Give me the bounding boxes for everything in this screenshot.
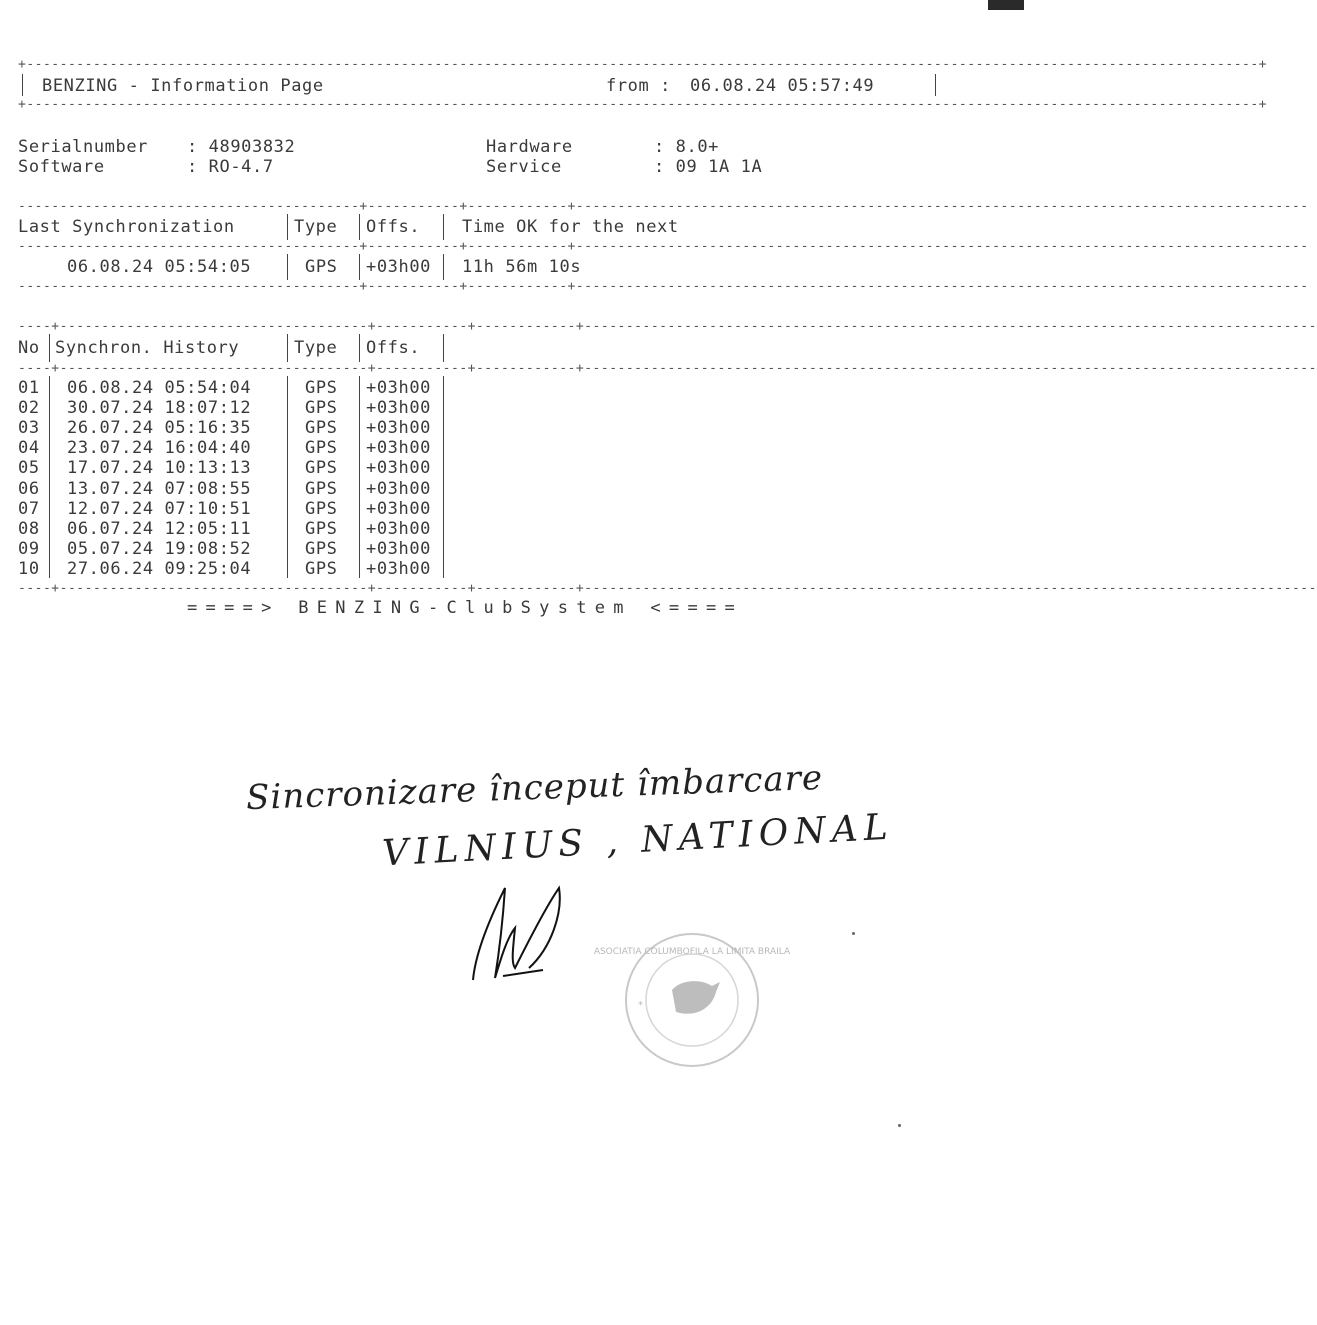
col-divider (359, 436, 360, 457)
history-row-datetime: 27.06.24 09:25:04 (67, 559, 252, 579)
col-divider (443, 436, 444, 457)
history-row-offs: +03h00 (366, 378, 432, 398)
history-row-offs: +03h00 (366, 438, 432, 458)
history-row-no: 05 (18, 458, 40, 478)
lastsync-type: GPS (305, 257, 338, 277)
history-row-offs: +03h00 (366, 458, 432, 478)
col-divider (287, 254, 288, 280)
history-row-datetime: 12.07.24 07:10:51 (67, 499, 252, 519)
col-divider (49, 517, 50, 538)
col-divider (287, 396, 288, 417)
col-divider (287, 376, 288, 397)
history-row-datetime: 26.07.24 05:16:35 (67, 418, 252, 438)
col-divider (359, 334, 360, 362)
history-mid-border: ----+-------------------------------------+-----------+------------+---------------------------------------------------------------------------------------- (18, 361, 1317, 376)
col-divider (443, 456, 444, 477)
signature (455, 868, 575, 993)
history-row-offs: +03h00 (366, 559, 432, 579)
col-divider (443, 396, 444, 417)
col-divider (443, 517, 444, 538)
col-divider (287, 456, 288, 477)
col-divider (287, 517, 288, 538)
history-row-no: 06 (18, 479, 40, 499)
col-divider (359, 376, 360, 397)
history-row-type: GPS (305, 438, 338, 458)
history-row-no: 02 (18, 398, 40, 418)
from-label: from : (606, 76, 672, 96)
col-divider (287, 557, 288, 578)
history-row-offs: +03h00 (366, 499, 432, 519)
history-row-type: GPS (305, 539, 338, 559)
col-divider (49, 557, 50, 578)
history-top-border: ----+-------------------------------------+-----------+------------+---------------------------------------------------------------------------------------- (18, 319, 1317, 334)
col-divider (287, 436, 288, 457)
from-timestamp: 06.08.24 05:57:49 (690, 76, 875, 96)
col-divider (443, 254, 444, 280)
history-row-datetime: 06.08.24 05:54:04 (67, 378, 252, 398)
col-divider (443, 334, 444, 362)
history-row-no: 01 (18, 378, 40, 398)
history-row-no: 08 (18, 519, 40, 539)
lastsync-bottom-border: -----------------------------------------+-----------+------------+---------------------------------------------------------------------------------------- (18, 279, 1309, 294)
col-divider (443, 214, 444, 240)
lastsync-header-type: Type (294, 217, 338, 237)
lastsync-header-timeok: Time OK for the next (462, 217, 679, 237)
col-divider (359, 416, 360, 437)
history-row-type: GPS (305, 458, 338, 478)
col-divider (443, 477, 444, 498)
handwritten-note-line1: Sincronizare început îmbarcare (245, 757, 824, 819)
history-row-offs: +03h00 (366, 398, 432, 418)
club-stamp (593, 930, 791, 1070)
col-divider (359, 557, 360, 578)
scan-speck (852, 932, 855, 935)
history-row-type: GPS (305, 499, 338, 519)
lastsync-mid-border: -----------------------------------------+-----------+------------+---------------------------------------------------------------------------------------- (18, 239, 1309, 254)
software-value: : RO-4.7 (187, 157, 274, 177)
history-row-offs: +03h00 (366, 539, 432, 559)
lastsync-top-border: -----------------------------------------+-----------+------------+---------------------------------------------------------------------------------------- (18, 199, 1309, 214)
col-divider (49, 477, 50, 498)
col-divider (287, 497, 288, 518)
history-row-offs: +03h00 (366, 519, 432, 539)
col-divider (359, 214, 360, 240)
col-divider (287, 477, 288, 498)
col-divider (287, 334, 288, 362)
history-row-type: GPS (305, 398, 338, 418)
col-divider (443, 497, 444, 518)
col-divider (443, 376, 444, 397)
history-row-type: GPS (305, 418, 338, 438)
header-left-bar (22, 74, 23, 96)
history-row-no: 10 (18, 559, 40, 579)
history-bottom-border: ----+-------------------------------------+-----------+------------+---------------------------------------------------------------------------------------- (18, 581, 1317, 596)
col-divider (49, 396, 50, 417)
serial-label: Serialnumber (18, 137, 149, 157)
col-divider (287, 214, 288, 240)
header-top-border: +----------------------------------------------------------------------------------------------------------------------------------------------------+ (18, 57, 1267, 72)
col-divider (49, 537, 50, 558)
service-label: Service (486, 157, 562, 177)
stamp-text: ASOCIATIA COLUMBOFILA LA LIMITA BRAILA (593, 947, 791, 957)
col-divider (359, 497, 360, 518)
lastsync-offs: +03h00 (366, 257, 432, 277)
scan-corner-mark (988, 0, 1024, 10)
col-divider (49, 436, 50, 457)
footer-banner: ====> BENZING-ClubSystem <==== (187, 598, 744, 618)
history-row-offs: +03h00 (366, 418, 432, 438)
history-header-no: No (18, 338, 40, 358)
history-row-no: 09 (18, 539, 40, 559)
lastsync-header-last: Last Synchronization (18, 217, 235, 237)
col-divider (49, 334, 50, 362)
history-row-type: GPS (305, 519, 338, 539)
history-row-type: GPS (305, 479, 338, 499)
lastsync-header-offs: Offs. (366, 217, 421, 237)
history-row-type: GPS (305, 559, 338, 579)
history-row-no: 03 (18, 418, 40, 438)
software-label: Software (18, 157, 105, 177)
col-divider (359, 537, 360, 558)
col-divider (49, 497, 50, 518)
history-row-datetime: 05.07.24 19:08:52 (67, 539, 252, 559)
col-divider (359, 254, 360, 280)
history-header-type: Type (294, 338, 338, 358)
col-divider (287, 416, 288, 437)
col-divider (359, 396, 360, 417)
col-divider (443, 416, 444, 437)
hardware-value: : 8.0+ (654, 137, 720, 157)
history-row-datetime: 30.07.24 18:07:12 (67, 398, 252, 418)
history-row-type: GPS (305, 378, 338, 398)
header-bottom-border: +----------------------------------------------------------------------------------------------------------------------------------------------------+ (18, 97, 1267, 112)
col-divider (443, 537, 444, 558)
lastsync-timeok: 11h 56m 10s (462, 257, 582, 277)
hardware-label: Hardware (486, 137, 573, 157)
col-divider (49, 456, 50, 477)
col-divider (359, 477, 360, 498)
page-title: BENZING - Information Page (42, 76, 324, 96)
col-divider (359, 517, 360, 538)
history-header-sync: Synchron. History (55, 338, 240, 358)
header-right-bar (935, 74, 936, 96)
col-divider (49, 416, 50, 437)
history-row-datetime: 06.07.24 12:05:11 (67, 519, 252, 539)
service-value: : 09 1A 1A (654, 157, 763, 177)
history-row-offs: +03h00 (366, 479, 432, 499)
history-row-no: 04 (18, 438, 40, 458)
history-row-no: 07 (18, 499, 40, 519)
history-row-datetime: 13.07.24 07:08:55 (67, 479, 252, 499)
col-divider (287, 537, 288, 558)
col-divider (359, 456, 360, 477)
col-divider (443, 557, 444, 578)
handwritten-note-line2: VILNIUS , NATIONAL (381, 806, 895, 875)
serial-value: : 48903832 (187, 137, 296, 157)
col-divider (49, 376, 50, 397)
scan-speck (898, 1124, 901, 1127)
lastsync-datetime: 06.08.24 05:54:05 (67, 257, 252, 277)
history-row-datetime: 17.07.24 10:13:13 (67, 458, 252, 478)
history-row-datetime: 23.07.24 16:04:40 (67, 438, 252, 458)
stamp-star: * (638, 1000, 643, 1011)
history-header-offs: Offs. (366, 338, 421, 358)
